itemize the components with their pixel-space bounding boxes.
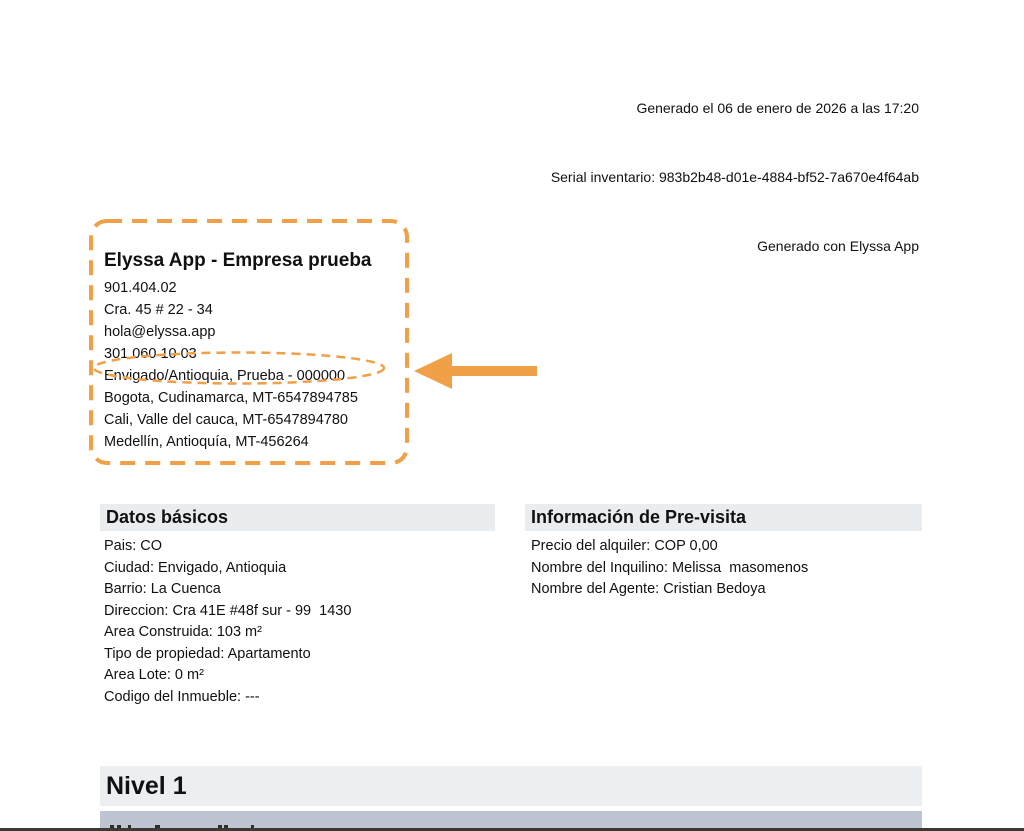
company-tax-id: 901.404.02	[104, 280, 177, 296]
barrio-line: Barrio: La Cuenca	[104, 581, 221, 597]
ciudad-line: Ciudad: Envigado, Antioquia	[104, 559, 287, 576]
generated-date-line: Generado el 06 de enero de 2026 a las 17:20	[636, 100, 919, 116]
pre-visita-body	[531, 536, 923, 601]
nivel-1-header	[100, 766, 922, 806]
company-email: hola@elyssa.app	[104, 324, 216, 340]
section-title-datos-basicos: Datos básicos	[106, 507, 229, 527]
pais-line: Pais: CO	[104, 538, 163, 554]
precio-alquiler-line: Precio del alquiler: COP 0,00	[531, 538, 718, 554]
company-branch-bogota: Bogota, Cudinamarca, MT-6547894785	[104, 390, 358, 406]
company-highlighted-branch: Envigado/Antioquia, Prueba - 000000	[104, 368, 346, 384]
nombre-agente-line: Nombre del Agente: Cristian Bedoya	[531, 581, 766, 597]
company-name: Elyssa App - Empresa prueba	[104, 250, 372, 271]
section-title-pre-visita: Información de Pre-visita	[531, 507, 747, 527]
company-phone: 301 060 10 03	[104, 346, 197, 362]
document-meta	[551, 51, 919, 304]
company-address: Cra. 45 # 22 - 34	[104, 302, 213, 318]
annotation-arrow-icon	[413, 352, 539, 390]
codigo-inmueble-line: Codigo del Inmueble: ---	[104, 688, 260, 705]
direccion-line: Direccion: Cra 41E #48f sur - 99 1430	[104, 602, 352, 619]
nombre-inquilino-line: Nombre del Inquilino: Melissa masomenos	[531, 559, 809, 576]
tipo-propiedad-line: Tipo de propiedad: Apartamento	[104, 645, 311, 662]
nivel-1-title: Nivel 1	[106, 772, 187, 800]
section-header-pre-visita	[525, 504, 922, 531]
inventory-serial-line: Serial inventario: 983b2b48-d01e-4884-bf52-7a670e4f64ab	[550, 169, 919, 185]
company-branch-cali: Cali, Valle del cauca, MT-6547894780	[104, 412, 348, 428]
company-branch-medellin: Medellín, Antioquía, MT-456264	[104, 434, 309, 450]
area-construida-line: Area Construida: 103 m²	[104, 624, 262, 640]
highlight-oval	[91, 350, 387, 386]
section-header-datos-basicos	[100, 504, 495, 531]
area-lote-line: Area Lote: 0 m²	[104, 667, 204, 683]
datos-basicos-body	[104, 536, 504, 708]
generated-with-line: Generado con Elyssa App	[757, 238, 919, 254]
